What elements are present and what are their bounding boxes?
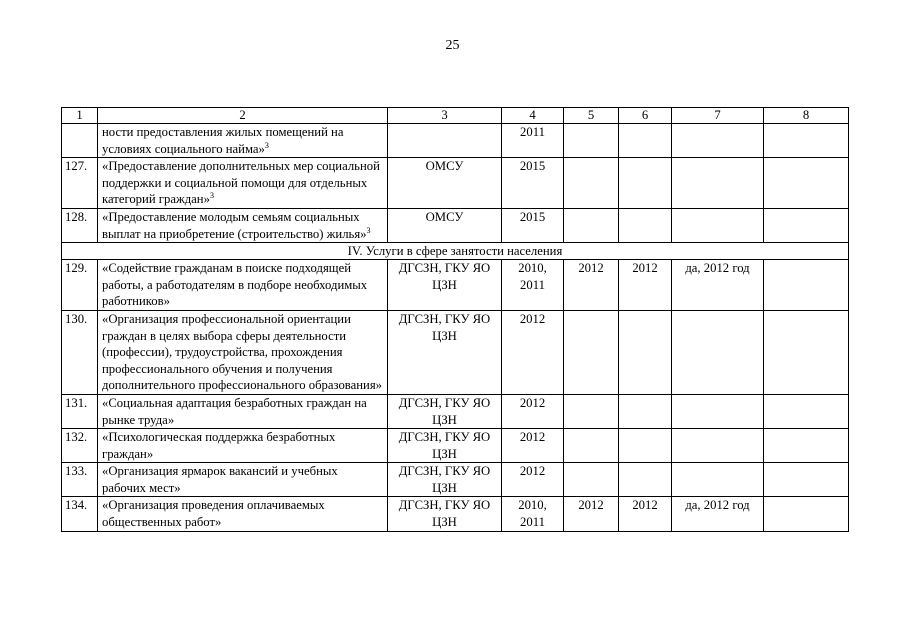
col-6 <box>619 158 672 209</box>
col-8 <box>764 463 849 497</box>
row-number: 134. <box>62 497 98 531</box>
col-7: да, 2012 год <box>672 260 764 311</box>
organization: ОМСУ <box>388 208 502 242</box>
col-7 <box>672 394 764 428</box>
col-7 <box>672 429 764 463</box>
col-6 <box>619 208 672 242</box>
col-7 <box>672 463 764 497</box>
service-name: «Предоставление молодым семьям социальных выплат на приобретение (строительство) жилья»$^3$ <box>98 208 388 242</box>
row-number: 127. <box>62 158 98 209</box>
header-cell: 2 <box>98 108 388 124</box>
organization <box>388 124 502 158</box>
col-7 <box>672 208 764 242</box>
col-7 <box>672 158 764 209</box>
organization: ДГСЗН, ГКУ ЯО ЦЗН <box>388 429 502 463</box>
organization: ОМСУ <box>388 158 502 209</box>
header-cell: 8 <box>764 108 849 124</box>
col-6 <box>619 394 672 428</box>
col-7 <box>672 124 764 158</box>
year: 2012 <box>502 394 564 428</box>
service-name: ности предоставления жилых помещений на условиях социального найма»$^3$ <box>98 124 388 158</box>
year: 2010, 2011 <box>502 497 564 531</box>
header-cell: 4 <box>502 108 564 124</box>
year: 2012 <box>502 310 564 394</box>
organization: ДГСЗН, ГКУ ЯО ЦЗН <box>388 310 502 394</box>
year: 2015 <box>502 208 564 242</box>
section-title: IV. Услуги в сфере занятости населения <box>62 243 849 260</box>
service-name: «Содействие гражданам в поиске подходящей работы, а работодателям в подборе необходимых работников» <box>98 260 388 311</box>
header-cell: 7 <box>672 108 764 124</box>
col-6 <box>619 310 672 394</box>
organization: ДГСЗН, ГКУ ЯО ЦЗН <box>388 497 502 531</box>
col-6 <box>619 429 672 463</box>
service-name: «Организация ярмарок вакансий и учебных рабочих мест» <box>98 463 388 497</box>
col-5 <box>564 429 619 463</box>
row-number: 130. <box>62 310 98 394</box>
col-6 <box>619 463 672 497</box>
col-5: 2012 <box>564 260 619 311</box>
col-5 <box>564 208 619 242</box>
table-row <box>62 158 849 209</box>
col-7: да, 2012 год <box>672 497 764 531</box>
row-number: 131. <box>62 394 98 428</box>
organization: ДГСЗН, ГКУ ЯО ЦЗН <box>388 260 502 311</box>
table-header-row <box>62 108 849 124</box>
col-7 <box>672 310 764 394</box>
col-6 <box>619 124 672 158</box>
organization: ДГСЗН, ГКУ ЯО ЦЗН <box>388 394 502 428</box>
year: 2011 <box>502 124 564 158</box>
table-row <box>62 124 849 158</box>
organization: ДГСЗН, ГКУ ЯО ЦЗН <box>388 463 502 497</box>
footnote-mark: 3 <box>264 140 269 150</box>
header-cell: 6 <box>619 108 672 124</box>
col-8 <box>764 124 849 158</box>
year: 2010, 2011 <box>502 260 564 311</box>
services-table <box>61 107 849 532</box>
col-8 <box>764 310 849 394</box>
col-8 <box>764 208 849 242</box>
row-number <box>62 124 98 158</box>
col-5 <box>564 310 619 394</box>
col-5 <box>564 158 619 209</box>
col-5 <box>564 463 619 497</box>
year: 2012 <box>502 463 564 497</box>
service-name: «Организация профессиональной ориентации граждан в целях выбора сферы деятельности (профессии), трудоустройства, прохождения профессионального обучения и получения дополнительного профессионального образования» <box>98 310 388 394</box>
col-5: 2012 <box>564 497 619 531</box>
col-6: 2012 <box>619 260 672 311</box>
col-8 <box>764 158 849 209</box>
col-8 <box>764 429 849 463</box>
col-8 <box>764 260 849 311</box>
table-row <box>62 394 849 428</box>
row-number: 128. <box>62 208 98 242</box>
col-6: 2012 <box>619 497 672 531</box>
col-8 <box>764 497 849 531</box>
table-row <box>62 260 849 311</box>
section-row <box>62 243 849 260</box>
page-number: 25 <box>445 38 460 53</box>
row-number: 133. <box>62 463 98 497</box>
service-name: «Социальная адаптация безработных граждан на рынке труда» <box>98 394 388 428</box>
year: 2012 <box>502 429 564 463</box>
footnote-mark: 3 <box>366 225 371 235</box>
col-8 <box>764 394 849 428</box>
table-row <box>62 429 849 463</box>
service-name: «Организация проведения оплачиваемых общественных работ» <box>98 497 388 531</box>
row-number: 132. <box>62 429 98 463</box>
header-cell: 3 <box>388 108 502 124</box>
header-cell: 1 <box>62 108 98 124</box>
service-name: «Предоставление дополнительных мер социальной поддержки и социальной помощи для отдельных категорий граждан»$^3$ <box>98 158 388 209</box>
col-5 <box>564 124 619 158</box>
header-cell: 5 <box>564 108 619 124</box>
service-name: «Психологическая поддержка безработных граждан» <box>98 429 388 463</box>
year: 2015 <box>502 158 564 209</box>
col-5 <box>564 394 619 428</box>
table-row <box>62 208 849 242</box>
table-row <box>62 497 849 531</box>
table-row <box>62 463 849 497</box>
row-number: 129. <box>62 260 98 311</box>
footnote-mark: 3 <box>209 191 214 201</box>
table-row <box>62 310 849 394</box>
